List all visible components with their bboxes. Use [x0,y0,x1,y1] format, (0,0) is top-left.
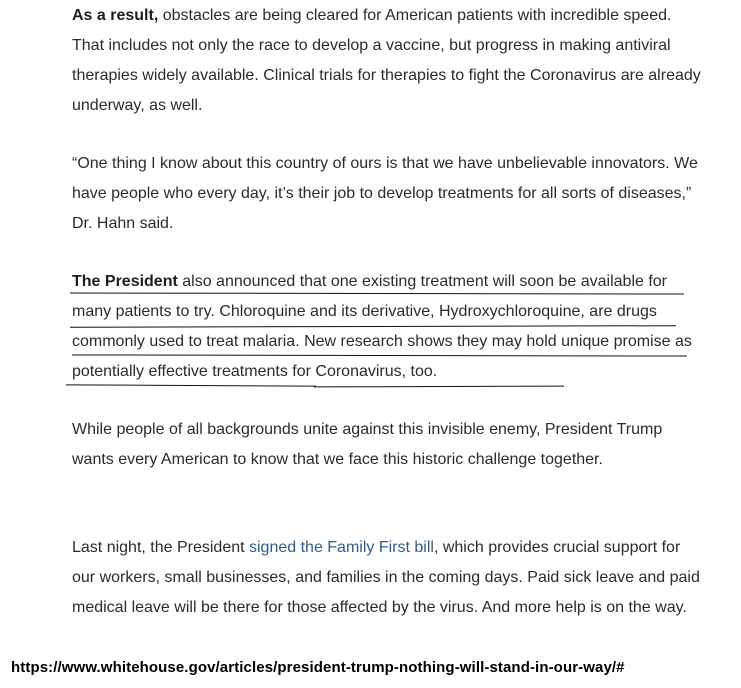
family-first-bill-link[interactable]: signed the Family First bill [249,539,434,556]
paragraph-family-first [72,533,702,623]
paragraph-hahn-quote [72,149,702,239]
paragraph-text-before: Last night, the President [72,539,249,556]
paragraph-result [72,1,702,121]
paragraph-unite [72,415,702,475]
paragraph-text-after: , which provides crucial support for our workers, small businesses, and families in the coming days. Paid sick leave and paid medical leave will be there for those affected by the virus. And more help is on the way. [72,539,700,616]
paragraph-lead-bold: The President [72,273,178,290]
paragraph-text: obstacles are being cleared for American patients with incredible speed. That includes not only the race to develop a vaccine, but progress in making antiviral therapies widely available. Clinical trials for therapies to fight the Coronavirus are already underway, as well. [72,7,701,114]
source-url: https://www.whitehouse.gov/articles/president-trump-nothing-will-stand-in-our-way/# [11,659,625,676]
paragraph-text: “One thing I know about this country of ours is that we have unbelievable innovators. We have people who every day, it’s their job to develop treatments for all sorts of diseases,” Dr. Hahn said. [72,155,698,232]
paragraph-text: While people of all backgrounds unite against this invisible enemy, President Trump wants every American to know that we face this historic challenge together. [72,421,663,468]
paragraph-text: also announced that one existing treatment will soon be available for many patients to try. Chloroquine and its derivative, Hydroxychloroquine, are drugs commonly used to treat malaria. New research shows they may hold unique promise as potentially effective treatments for Coronavirus, too. [72,273,692,380]
paragraph-lead-bold: As a result, [72,7,159,24]
handdrawn-underline-4b [314,386,564,388]
